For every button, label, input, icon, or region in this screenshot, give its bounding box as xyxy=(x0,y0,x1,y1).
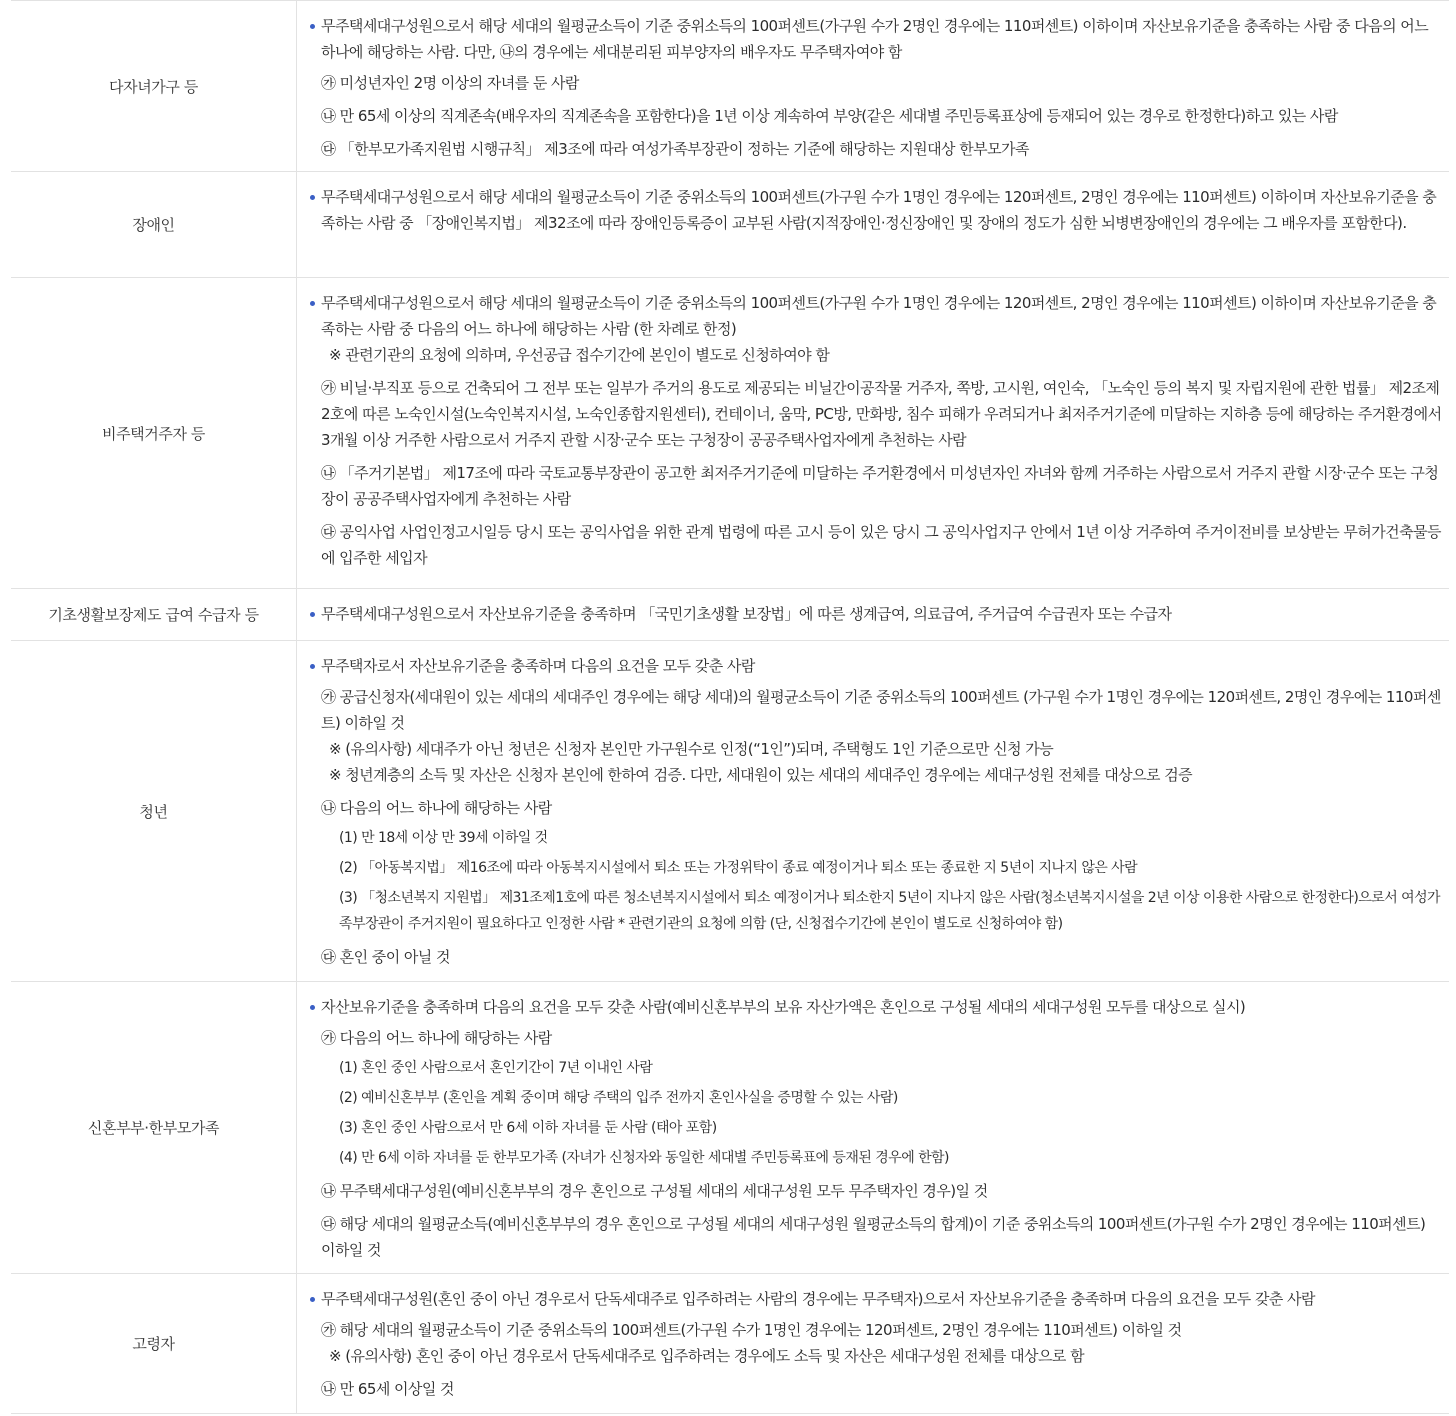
note-text: ※ 청년계층의 소득 및 자산은 신청자 본인에 한하여 검증. 다만, 세대원이 있는 세대의 세대주인 경우에는 세대구성원 전체를 대상으로 검증 xyxy=(329,766,1193,784)
criteria-cell xyxy=(297,1,1449,171)
sub-criterion: ㉰ 공익사업 사업인정고시일등 당시 또는 공익사업을 위한 관계 법령에 따른 고시 등이 있은 당시 그 공익사업지구 안에서 1년 이상 거주하여 주거이전비를 보상받는 무허가건축물등에 입주한 세입자 xyxy=(321,523,1441,567)
main-criterion: 무주택세대구성원으로서 해당 세대의 월평균소득이 기준 중위소득의 100퍼센트(가구원 수가 2명인 경우에는 110퍼센트) 이하이며 자산보유기준을 충족하는 사람 중 다음의 어느 하나에 해당하는 사람. 다만, ㉯의 경우에는 세대분리된 피부양자의 배우자도 무주택자여야 함 xyxy=(309,13,1443,65)
category-cell: 기초생활보장제도 급여 수급자 등 xyxy=(11,589,297,640)
eligibility-table xyxy=(11,0,1449,1414)
main-criterion: 무주택세대구성원으로서 해당 세대의 월평균소득이 기준 중위소득의 100퍼센트(가구원 수가 1명인 경우에는 120퍼센트, 2명인 경우에는 110퍼센트) 이하이며 자산보유기준을 충족하는 사람 중 「장애인복지법」 제32조에 따라 장애인등록증이 교부된 사람(지적장애인·정신장애인 및 장애의 정도가 심한 뇌병변장애인의 경우에는 그 배우자를 포함한다). xyxy=(309,184,1443,236)
category-cell: 장애인 xyxy=(11,172,297,277)
table-row xyxy=(11,641,1449,982)
table-row xyxy=(11,172,1449,278)
numbered-item: (2) 예비신혼부부 (혼인을 계획 중이며 해당 주택의 입주 전까지 혼인사실을 증명할 수 있는 사람) xyxy=(339,1090,898,1106)
sub-criterion: ㉰ 「한부모가족지원법 시행규칙」 제3조에 따라 여성가족부장관이 정하는 기준에 해당하는 지원대상 한부모가족 xyxy=(321,140,1029,158)
note-text: ※ (유의사항) 세대주가 아닌 청년은 신청자 본인만 가구원수로 인정(“1인”)되며, 주택형도 1인 기준으로만 신청 가능 xyxy=(329,740,1054,758)
bullet-icon xyxy=(310,24,315,29)
sub-criterion: ㉮ 공급신청자(세대원이 있는 세대의 세대주인 경우에는 해당 세대)의 월평균소득이 기준 중위소득의 100퍼센트 (가구원 수가 1명인 경우에는 120퍼센트, 2명인 경우에는 110퍼센트) 이하일 것 xyxy=(321,688,1441,732)
bullet-icon xyxy=(310,195,315,200)
table-row xyxy=(11,278,1449,589)
sub-criterion: ㉰ 해당 세대의 월평균소득(예비신혼부부의 경우 혼인으로 구성될 세대의 세대구성원 월평균소득의 합계)이 기준 중위소득의 100퍼센트(가구원 수가 2명인 경우에는 110퍼센트) 이하일 것 xyxy=(321,1215,1426,1259)
sub-criterion: ㉮ 다음의 어느 하나에 해당하는 사람 xyxy=(321,1029,552,1047)
numbered-item: (3) 「청소년복지 지원법」 제31조제1호에 따른 청소년복지시설에서 퇴소 예정이거나 퇴소한지 5년이 지나지 않은 사람(청소년복지시설을 2년 이상 이용한 사람으로 한정한다)으로서 여성가족부장관이 주거지원이 필요하다고 인정한 사람 * 관련기관의 요청에 의함 (단, 신청접수기간에 본인이 별도로 신청하여야 함) xyxy=(339,890,1441,932)
category-cell: 비주택거주자 등 xyxy=(11,278,297,588)
table-row xyxy=(11,982,1449,1274)
sub-criterion: ㉮ 해당 세대의 월평균소득이 기준 중위소득의 100퍼센트(가구원 수가 1명인 경우에는 120퍼센트, 2명인 경우에는 110퍼센트) 이하일 것 xyxy=(321,1321,1182,1339)
criteria-cell xyxy=(297,641,1449,981)
numbered-item: (1) 혼인 중인 사람으로서 혼인기간이 7년 이내인 사람 xyxy=(339,1060,653,1076)
sub-criterion: ㉯ 만 65세 이상의 직계존속(배우자의 직계존속을 포함한다)을 1년 이상 계속하여 부양(같은 세대별 주민등록표상에 등재되어 있는 경우로 한정한다)하고 있는 사람 xyxy=(321,107,1338,125)
category-cell: 신혼부부·한부모가족 xyxy=(11,982,297,1273)
bullet-icon xyxy=(310,1297,315,1302)
numbered-item: (1) 만 18세 이상 만 39세 이하일 것 xyxy=(339,830,548,846)
bullet-icon xyxy=(310,612,315,617)
bullet-icon xyxy=(310,1005,315,1010)
note-text: ※ 관련기관의 요청에 의하며, 우선공급 접수기간에 본인이 별도로 신청하여야 함 xyxy=(329,346,830,364)
main-criterion: 무주택세대구성원으로서 자산보유기준을 충족하며 「국민기초생활 보장법」에 따른 생계급여, 의료급여, 주거급여 수급권자 또는 수급자 xyxy=(309,601,1443,627)
note-text: ※ (유의사항) 혼인 중이 아닌 경우로서 단독세대주로 입주하려는 경우에도 소득 및 자산은 세대구성원 전체를 대상으로 함 xyxy=(329,1347,1085,1365)
sub-criterion: ㉯ 「주거기본법」 제17조에 따라 국토교통부장관이 공고한 최저주거기준에 미달하는 주거환경에서 미성년자인 자녀와 함께 거주하는 사람으로서 거주지 관할 시장·군수 또는 구청장이 공공주택사업자에게 추천하는 사람 xyxy=(321,464,1439,508)
table-row xyxy=(11,1274,1449,1414)
numbered-item: (2) 「아동복지법」 제16조에 따라 아동복지시설에서 퇴소 또는 가정위탁이 종료 예정이거나 퇴소 또는 종료한 지 5년이 지나지 않은 사람 xyxy=(339,860,1138,876)
category-cell: 다자녀가구 등 xyxy=(11,1,297,171)
criteria-cell xyxy=(297,589,1449,640)
bullet-icon xyxy=(310,301,315,306)
table-row xyxy=(11,1,1449,172)
main-criterion: 무주택자로서 자산보유기준을 충족하며 다음의 요건을 모두 갖춘 사람 xyxy=(309,653,1443,679)
sub-criterion: ㉮ 미성년자인 2명 이상의 자녀를 둔 사람 xyxy=(321,74,579,92)
main-criterion: 무주택세대구성원(혼인 중이 아닌 경우로서 단독세대주로 입주하려는 사람의 경우에는 무주택자)으로서 자산보유기준을 충족하며 다음의 요건을 모두 갖춘 사람 xyxy=(309,1286,1443,1312)
criteria-cell xyxy=(297,1274,1449,1413)
sub-criterion: ㉮ 비닐·부직포 등으로 건축되어 그 전부 또는 일부가 주거의 용도로 제공되는 비닐간이공작물 거주자, 쪽방, 고시원, 여인숙, 「노숙인 등의 복지 및 자립지원에 관한 법률」 제2조제2호에 따른 노숙인시설(노숙인복지시설, 노숙인종합지원센터), 컨테이너, 움막, PC방, 만화방, 침수 피해가 우려되거나 최저주거기준에 미달하는 지하층 등에 해당하는 주거환경에서 3개월 이상 거주한 사람으로서 거주지 관할 시장·군수 또는 구청장이 공공주택사업자에게 추천하는 사람 xyxy=(321,379,1442,449)
main-criterion: 무주택세대구성원으로서 해당 세대의 월평균소득이 기준 중위소득의 100퍼센트(가구원 수가 1명인 경우에는 120퍼센트, 2명인 경우에는 110퍼센트) 이하이며 자산보유기준을 충족하는 사람 중 다음의 어느 하나에 해당하는 사람 (한 차례로 한정) xyxy=(309,290,1443,342)
table-row xyxy=(11,589,1449,641)
sub-criterion: ㉯ 다음의 어느 하나에 해당하는 사람 xyxy=(321,799,552,817)
criteria-cell xyxy=(297,982,1449,1273)
sub-criterion: ㉯ 만 65세 이상일 것 xyxy=(321,1380,454,1398)
numbered-item: (3) 혼인 중인 사람으로서 만 6세 이하 자녀를 둔 사람 (태아 포함) xyxy=(339,1120,717,1136)
category-cell: 청년 xyxy=(11,641,297,981)
criteria-cell xyxy=(297,278,1449,588)
bullet-icon xyxy=(310,664,315,669)
category-cell: 고령자 xyxy=(11,1274,297,1413)
main-criterion: 자산보유기준을 충족하며 다음의 요건을 모두 갖춘 사람(예비신혼부부의 보유 자산가액은 혼인으로 구성될 세대의 세대구성원 모두를 대상으로 실시) xyxy=(309,994,1443,1020)
sub-criterion: ㉯ 무주택세대구성원(예비신혼부부의 경우 혼인으로 구성될 세대의 세대구성원 모두 무주택자인 경우)일 것 xyxy=(321,1182,988,1200)
numbered-item: (4) 만 6세 이하 자녀를 둔 한부모가족 (자녀가 신청자와 동일한 세대별 주민등록표에 등재된 경우에 한함) xyxy=(339,1150,949,1166)
criteria-cell xyxy=(297,172,1449,277)
sub-criterion: ㉰ 혼인 중이 아닐 것 xyxy=(321,948,450,966)
